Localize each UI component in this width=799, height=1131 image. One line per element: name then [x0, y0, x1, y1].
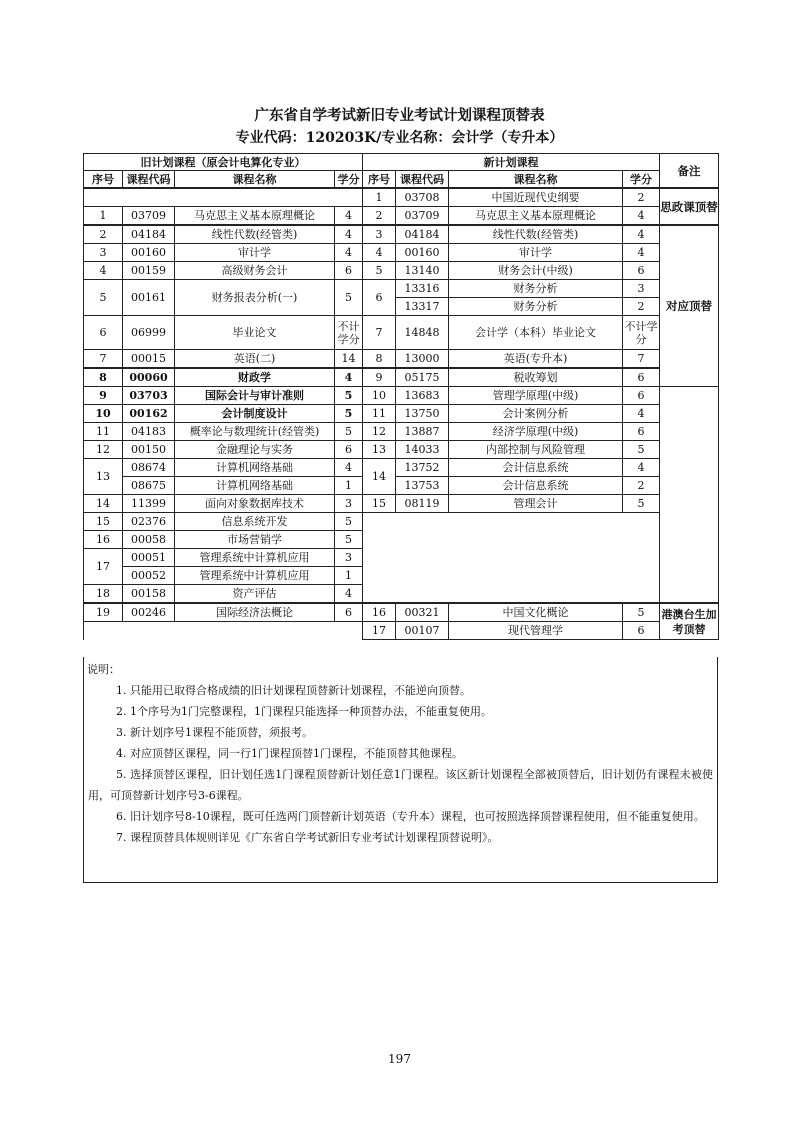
new-credit: 6: [623, 368, 660, 387]
old-credit: 4: [335, 459, 363, 477]
new-seq: 17: [363, 622, 396, 640]
table-row: [84, 622, 719, 640]
new-seq: 9: [363, 368, 396, 387]
new-name: 英语(专升本): [449, 350, 623, 369]
table-row: [84, 603, 719, 622]
new-code: 13753: [396, 477, 449, 495]
new-code: 03708: [396, 188, 449, 207]
old-credit: 4: [335, 225, 363, 244]
new-code: 13140: [396, 262, 449, 280]
new-code: 00321: [396, 603, 449, 622]
new-seq: 12: [363, 423, 396, 441]
old-seq: 16: [84, 531, 123, 549]
old-code: 00162: [123, 405, 175, 423]
new-name: 马克思主义基本原理概论: [449, 207, 623, 226]
old-seq: 14: [84, 495, 123, 513]
new-name: 内部控制与风险管理: [449, 441, 623, 459]
group-hkmt: 港澳台生加考顶替: [660, 603, 719, 640]
new-code-header: 课程代码: [396, 171, 449, 189]
new-credit: 6: [623, 622, 660, 640]
old-name: 计算机网络基础: [175, 477, 335, 495]
new-code: 14033: [396, 441, 449, 459]
old-credit: 3: [335, 495, 363, 513]
table-row: [84, 405, 719, 423]
old-name: 管理系统中计算机应用: [175, 567, 335, 585]
new-credit: 3: [623, 280, 660, 298]
old-credit: 5: [335, 531, 363, 549]
new-name-header: 课程名称: [449, 171, 623, 189]
old-credit: 1: [335, 567, 363, 585]
old-name: 信息系统开发: [175, 513, 335, 531]
new-name: 审计学: [449, 244, 623, 262]
new-code: 08119: [396, 495, 449, 513]
old-code: 00015: [123, 350, 175, 369]
old-credit: 5: [335, 387, 363, 405]
table-row: [84, 513, 719, 531]
old-seq: 19: [84, 603, 123, 622]
old-seq: 2: [84, 225, 123, 244]
new-seq: 16: [363, 603, 396, 622]
old-credit: 3: [335, 549, 363, 567]
old-code: 00150: [123, 441, 175, 459]
old-code: 00051: [123, 549, 175, 567]
table-row: [84, 423, 719, 441]
old-code: 04183: [123, 423, 175, 441]
new-credit: 4: [623, 207, 660, 226]
old-code: 08674: [123, 459, 175, 477]
note-item: 4. 对应顶替区课程，同一行1门课程顶替1门课程，不能顶替其他课程。: [116, 747, 463, 760]
new-code: 13316: [396, 280, 449, 298]
old-name: 高级财务会计: [175, 262, 335, 280]
old-seq: 6: [84, 316, 123, 350]
old-seq: 7: [84, 350, 123, 369]
group-politics: 思政课顶替: [660, 188, 719, 225]
new-seq: 4: [363, 244, 396, 262]
new-name: 现代管理学: [449, 622, 623, 640]
remarks-header: 备注: [660, 154, 719, 189]
new-name: 财务分析: [449, 298, 623, 316]
old-seq: 10: [84, 405, 123, 423]
old-credit: 6: [335, 441, 363, 459]
old-name-header: 课程名称: [175, 171, 335, 189]
new-name: 会计学（本科）毕业论文: [449, 316, 623, 350]
note-item: 5. 选择顶替区课程，旧计划任选1门课程顶替新计划任意1门课程。该区新计划课程全部被顶替后，旧计划仍有课程未被使用，可顶替新计划序号3-6课程。: [88, 768, 713, 802]
note-item: 7. 课程顶替具体规则详见《广东省自学考试新旧专业考试计划课程顶替说明》。: [116, 831, 499, 844]
old-credit: 5: [335, 423, 363, 441]
old-code: 00159: [123, 262, 175, 280]
old-seq: 3: [84, 244, 123, 262]
old-name: 国际经济法概论: [175, 603, 335, 622]
new-name: 管理会计: [449, 495, 623, 513]
new-credit: 4: [623, 405, 660, 423]
old-credit: 1: [335, 477, 363, 495]
note-item: 1. 只能用已取得合格成绩的旧计划课程顶替新计划课程，不能逆向顶替。: [116, 684, 471, 697]
new-seq: 11: [363, 405, 396, 423]
new-code: 03709: [396, 207, 449, 226]
note-item: 6. 旧计划序号8-10课程，既可任选两门顶替新计划英语（专升本）课程，也可按照选择顶替课程使用，但不能重复使用。: [116, 810, 705, 823]
old-code: 00060: [123, 368, 175, 387]
notes-section: [83, 657, 718, 883]
new-name: 财务会计(中级): [449, 262, 623, 280]
table-row: [84, 495, 719, 513]
table-row: [84, 188, 719, 207]
new-name: 中国近现代史纲要: [449, 188, 623, 207]
new-credit: 2: [623, 477, 660, 495]
new-seq: 2: [363, 207, 396, 226]
old-plan-header: 旧计划课程（原会计电算化专业）: [84, 154, 363, 171]
old-seq: 11: [84, 423, 123, 441]
old-name: 市场营销学: [175, 531, 335, 549]
old-seq-header: 序号: [84, 171, 123, 189]
table-row: [84, 477, 719, 495]
new-name: 管理学原理(中级): [449, 387, 623, 405]
new-credit-header: 学分: [623, 171, 660, 189]
note-item: 2. 1个序号为1门完整课程，1门课程只能选择一种顶替办法，不能重复使用。: [116, 705, 492, 718]
table-row: [84, 280, 719, 298]
old-credit: 6: [335, 603, 363, 622]
new-seq: 14: [363, 459, 396, 495]
new-name: 税收筹划: [449, 368, 623, 387]
old-code: 03709: [123, 207, 175, 226]
old-code: 00246: [123, 603, 175, 622]
new-seq: 3: [363, 225, 396, 244]
table-row: [84, 316, 719, 350]
new-code: 00107: [396, 622, 449, 640]
new-credit: 5: [623, 495, 660, 513]
new-code: 00160: [396, 244, 449, 262]
old-name: 管理系统中计算机应用: [175, 549, 335, 567]
new-credit: 7: [623, 350, 660, 369]
note-item: 3. 新计划序号1课程不能顶替，须报考。: [116, 726, 313, 739]
new-credit: 6: [623, 262, 660, 280]
old-code: 06999: [123, 316, 175, 350]
old-name: 财政学: [175, 368, 335, 387]
old-seq: 5: [84, 280, 123, 316]
old-seq: 1: [84, 207, 123, 226]
old-credit: 4: [335, 244, 363, 262]
old-seq: 12: [84, 441, 123, 459]
old-name: 财务报表分析(一): [175, 280, 335, 316]
old-seq: 15: [84, 513, 123, 531]
old-name: 面向对象数据库技术: [175, 495, 335, 513]
old-name: 毕业论文: [175, 316, 335, 350]
new-code: 13752: [396, 459, 449, 477]
new-name: 会计案例分析: [449, 405, 623, 423]
new-name: 会计信息系统: [449, 459, 623, 477]
new-seq: 1: [363, 188, 396, 207]
new-code: 13317: [396, 298, 449, 316]
new-seq: 13: [363, 441, 396, 459]
old-name: 审计学: [175, 244, 335, 262]
empty-cell: [363, 513, 660, 604]
new-seq: 7: [363, 316, 396, 350]
empty-cell: [84, 622, 363, 640]
table-row: [84, 387, 719, 405]
new-credit: 4: [623, 459, 660, 477]
old-credit: 4: [335, 585, 363, 604]
old-code-header: 课程代码: [123, 171, 175, 189]
old-credit-header: 学分: [335, 171, 363, 189]
new-code: 04184: [396, 225, 449, 244]
table-row: [84, 262, 719, 280]
new-plan-header: 新计划课程: [363, 154, 660, 171]
new-code: 13683: [396, 387, 449, 405]
new-credit: 4: [623, 244, 660, 262]
table-row: [84, 244, 719, 262]
page-title: 广东省自学考试新旧专业考试计划课程顶替表: [254, 107, 545, 124]
old-seq: 13: [84, 459, 123, 495]
new-code: 13750: [396, 405, 449, 423]
old-credit: 14: [335, 350, 363, 369]
old-credit: 6: [335, 262, 363, 280]
new-credit: 4: [623, 225, 660, 244]
old-seq: 4: [84, 262, 123, 280]
old-seq: 8: [84, 368, 123, 387]
new-name: 会计信息系统: [449, 477, 623, 495]
old-seq: 17: [84, 549, 123, 585]
old-code: 00058: [123, 531, 175, 549]
table-row: [84, 225, 719, 244]
old-name: 计算机网络基础: [175, 459, 335, 477]
page-subtitle: 专业代码：120203K/专业名称：会计学（专升本）: [235, 130, 564, 146]
new-seq: 5: [363, 262, 396, 280]
new-name: 财务分析: [449, 280, 623, 298]
old-code: 02376: [123, 513, 175, 531]
old-code: 00160: [123, 244, 175, 262]
old-credit: 5: [335, 513, 363, 531]
new-name: 线性代数(经管类): [449, 225, 623, 244]
new-credit: 不计学分: [623, 316, 660, 350]
new-seq: 8: [363, 350, 396, 369]
new-code: 14848: [396, 316, 449, 350]
new-name: 经济学原理(中级): [449, 423, 623, 441]
old-name: 金融理论与实务: [175, 441, 335, 459]
old-name: 线性代数(经管类): [175, 225, 335, 244]
old-code: 03703: [123, 387, 175, 405]
old-name: 马克思主义基本原理概论: [175, 207, 335, 226]
old-name: 国际会计与审计准则: [175, 387, 335, 405]
old-code: 08675: [123, 477, 175, 495]
old-credit: 4: [335, 368, 363, 387]
new-credit: 6: [623, 387, 660, 405]
old-seq: 18: [84, 585, 123, 604]
new-seq: 10: [363, 387, 396, 405]
table-row: [84, 459, 719, 477]
notes-heading: 说明：: [87, 663, 120, 676]
old-code: 04184: [123, 225, 175, 244]
group-corresponding: 对应顶替: [660, 225, 719, 387]
new-credit: 5: [623, 441, 660, 459]
course-substitution-table: [83, 153, 719, 640]
table-row: [84, 350, 719, 369]
old-credit: 不计学分: [335, 316, 363, 350]
old-name: 概率论与数理统计(经管类): [175, 423, 335, 441]
old-credit: 5: [335, 280, 363, 316]
table-row: [84, 441, 719, 459]
new-seq: 15: [363, 495, 396, 513]
old-seq: 9: [84, 387, 123, 405]
new-code: 05175: [396, 368, 449, 387]
old-code: 11399: [123, 495, 175, 513]
new-credit: 2: [623, 298, 660, 316]
old-credit: 5: [335, 405, 363, 423]
page-number: 197: [388, 1052, 411, 1066]
old-code: 00161: [123, 280, 175, 316]
old-code: 00052: [123, 567, 175, 585]
table-row: [84, 207, 719, 226]
old-name: 资产评估: [175, 585, 335, 604]
new-credit: 2: [623, 188, 660, 207]
old-name: 会计制度设计: [175, 405, 335, 423]
table-row: [84, 368, 719, 387]
new-seq-header: 序号: [363, 171, 396, 189]
new-name: 中国文化概论: [449, 603, 623, 622]
empty-cell: [84, 188, 363, 207]
new-seq: 6: [363, 280, 396, 316]
old-credit: 4: [335, 207, 363, 226]
new-code: 13000: [396, 350, 449, 369]
old-code: 00158: [123, 585, 175, 604]
new-code: 13887: [396, 423, 449, 441]
old-name: 英语(二): [175, 350, 335, 369]
new-credit: 5: [623, 603, 660, 622]
new-credit: 6: [623, 423, 660, 441]
